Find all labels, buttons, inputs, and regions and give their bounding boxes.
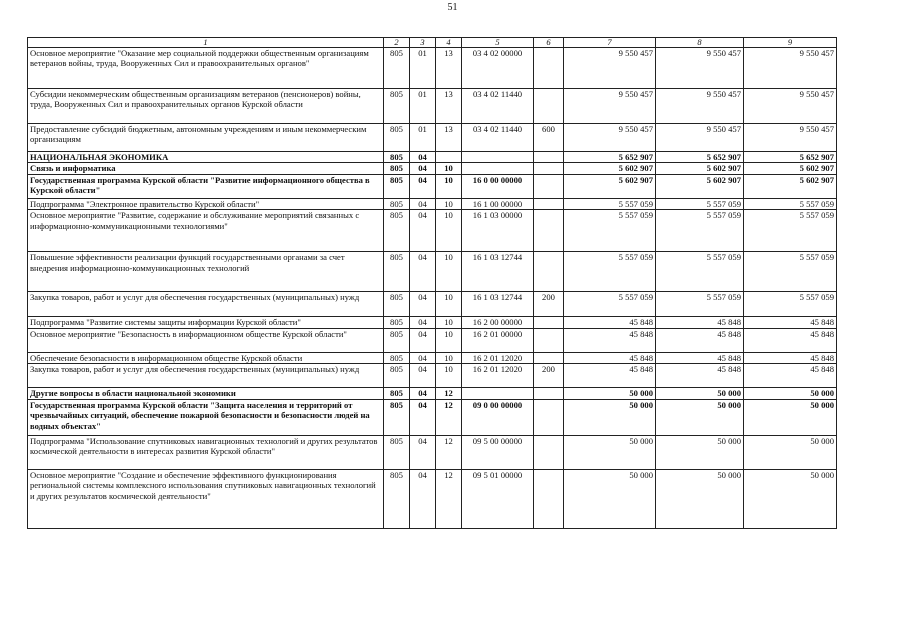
code-subsection: 10 [436,174,462,198]
amount-col-9: 45 848 [744,317,837,328]
code-expense-type [534,317,564,328]
code-section: 04 [410,210,436,252]
code-expense-type [534,89,564,124]
row-name: Подпрограмма "Использование спутниковых навигационных технологий и других результатов космической деятельности в интересах развития Курской области" [28,435,384,469]
table-row [28,399,837,435]
code-ved: 805 [384,388,410,399]
code-expense-type [534,352,564,363]
amount-col-7: 9 550 457 [564,48,656,89]
code-subsection: 10 [436,352,462,363]
page-number: 51 [447,2,458,13]
amount-col-8: 5 652 907 [656,152,744,163]
code-target: 16 2 01 00000 [462,328,534,352]
amount-col-7: 5 557 059 [564,252,656,292]
amount-col-8: 5 602 907 [656,163,744,174]
amount-col-9: 5 557 059 [744,210,837,252]
code-expense-type: 200 [534,364,564,388]
code-expense-type [534,174,564,198]
code-subsection: 12 [436,388,462,399]
row-name: Государственная программа Курской области "Защита населения и территорий от чрезвычайных ситуаций, обеспечение пожарной безопасности и безопасности людей на водных объектах" [28,399,384,435]
amount-col-7: 9 550 457 [564,89,656,124]
table-row [28,364,837,388]
row-name: Подпрограмма "Электронное правительство Курской области" [28,198,384,209]
code-subsection: 13 [436,124,462,152]
amount-col-7: 50 000 [564,388,656,399]
amount-col-7: 45 848 [564,364,656,388]
row-name: Другие вопросы в области национальной экономики [28,388,384,399]
code-section: 04 [410,317,436,328]
amount-col-7: 50 000 [564,435,656,469]
code-section: 01 [410,48,436,89]
code-expense-type [534,399,564,435]
table-row [28,210,837,252]
amount-col-9: 45 848 [744,364,837,388]
code-subsection: 13 [436,48,462,89]
code-subsection: 10 [436,317,462,328]
table-row [28,152,837,163]
amount-col-8: 5 557 059 [656,292,744,317]
table-row [28,198,837,209]
header-cell: 7 [564,38,656,48]
amount-col-7: 5 557 059 [564,292,656,317]
amount-col-8: 9 550 457 [656,124,744,152]
row-name: Повышение эффективности реализации функций государственными органами за счет внедрения информационно-коммуникационных технологий [28,252,384,292]
code-target: 16 1 03 12744 [462,292,534,317]
code-subsection: 12 [436,399,462,435]
code-ved: 805 [384,198,410,209]
code-subsection: 12 [436,469,462,528]
amount-col-7: 9 550 457 [564,124,656,152]
code-expense-type [534,388,564,399]
code-ved: 805 [384,352,410,363]
amount-col-9: 50 000 [744,435,837,469]
amount-col-8: 9 550 457 [656,89,744,124]
table-row [28,328,837,352]
code-expense-type [534,328,564,352]
table-row [28,435,837,469]
header-cell: 2 [384,38,410,48]
amount-col-8: 50 000 [656,469,744,528]
row-name: Основное мероприятие "Создание и обеспечение эффективного функционирования региональной системы комплексного использования спутниковых навигационных технологий и других результатов космической деятельности" [28,469,384,528]
code-target [462,163,534,174]
row-name: Подпрограмма "Развитие системы защиты информации Курской области" [28,317,384,328]
code-section: 04 [410,292,436,317]
code-target: 16 2 01 12020 [462,352,534,363]
amount-col-8: 5 557 059 [656,252,744,292]
code-expense-type [534,210,564,252]
code-subsection: 10 [436,292,462,317]
amount-col-8: 9 550 457 [656,48,744,89]
table-row [28,292,837,317]
table-row [28,48,837,89]
code-target: 16 2 01 12020 [462,364,534,388]
code-subsection: 10 [436,210,462,252]
code-ved: 805 [384,252,410,292]
amount-col-9: 9 550 457 [744,89,837,124]
header-cell: 4 [436,38,462,48]
table-row [28,89,837,124]
header-row [28,38,837,48]
code-expense-type: 200 [534,292,564,317]
code-expense-type [534,469,564,528]
code-expense-type [534,198,564,209]
row-name: Закупка товаров, работ и услуг для обеспечения государственных (муниципальных) нужд [28,292,384,317]
code-expense-type [534,48,564,89]
amount-col-8: 45 848 [656,328,744,352]
code-ved: 805 [384,152,410,163]
amount-col-8: 50 000 [656,399,744,435]
code-target: 03 4 02 11440 [462,124,534,152]
amount-col-7: 5 602 907 [564,174,656,198]
code-ved: 805 [384,163,410,174]
code-ved: 805 [384,399,410,435]
amount-col-7: 45 848 [564,352,656,363]
row-name: Субсидии некоммерческим общественным организациям ветеранов (пенсионеров) войны, труда, Вооруженных Сил и правоохранительных органов Курской области [28,89,384,124]
code-expense-type [534,252,564,292]
code-section: 04 [410,469,436,528]
header-cell: 9 [744,38,837,48]
table-row [28,388,837,399]
code-target: 03 4 02 00000 [462,48,534,89]
row-name: Обеспечение безопасности в информационном обществе Курской области [28,352,384,363]
amount-col-8: 45 848 [656,364,744,388]
code-expense-type [534,152,564,163]
code-section: 04 [410,163,436,174]
code-ved: 805 [384,210,410,252]
amount-col-9: 5 557 059 [744,292,837,317]
amount-col-9: 45 848 [744,328,837,352]
code-target [462,388,534,399]
code-section: 01 [410,89,436,124]
amount-col-9: 5 652 907 [744,152,837,163]
code-target: 09 5 00 00000 [462,435,534,469]
row-name: Основное мероприятие "Оказание мер социальной поддержки общественным организациям ветеранов войны, труда, Вооруженных Сил и правоохранительных органов" [28,48,384,89]
code-target: 03 4 02 11440 [462,89,534,124]
row-name: Предоставление субсидий бюджетным, автономным учреждениям и иным некоммерческим организациям [28,124,384,152]
amount-col-9: 45 848 [744,352,837,363]
code-ved: 805 [384,292,410,317]
amount-col-7: 5 557 059 [564,210,656,252]
amount-col-8: 50 000 [656,435,744,469]
table-row [28,163,837,174]
code-section: 04 [410,364,436,388]
code-target: 16 2 00 00000 [462,317,534,328]
amount-col-8: 45 848 [656,352,744,363]
row-name: Закупка товаров, работ и услуг для обеспечения государственных (муниципальных) нужд [28,364,384,388]
code-target: 16 1 03 12744 [462,252,534,292]
code-target: 16 0 00 00000 [462,174,534,198]
amount-col-7: 50 000 [564,399,656,435]
code-subsection: 13 [436,89,462,124]
table-row [28,124,837,152]
table-row [28,317,837,328]
code-expense-type: 600 [534,124,564,152]
amount-col-9: 50 000 [744,388,837,399]
code-subsection: 10 [436,163,462,174]
code-section: 04 [410,198,436,209]
table-row [28,352,837,363]
code-subsection: 10 [436,364,462,388]
code-subsection: 10 [436,252,462,292]
code-ved: 805 [384,469,410,528]
code-subsection: 10 [436,198,462,209]
amount-col-8: 45 848 [656,317,744,328]
code-target: 16 1 00 00000 [462,198,534,209]
code-subsection: 10 [436,328,462,352]
code-target: 09 0 00 00000 [462,399,534,435]
code-ved: 805 [384,364,410,388]
amount-col-9: 5 557 059 [744,198,837,209]
code-section: 04 [410,388,436,399]
amount-col-7: 5 652 907 [564,152,656,163]
code-ved: 805 [384,317,410,328]
code-section: 04 [410,328,436,352]
code-target [462,152,534,163]
code-section: 04 [410,174,436,198]
code-section: 04 [410,252,436,292]
amount-col-9: 50 000 [744,399,837,435]
code-target: 16 1 03 00000 [462,210,534,252]
row-name: НАЦИОНАЛЬНАЯ ЭКОНОМИКА [28,152,384,163]
code-subsection: 12 [436,435,462,469]
amount-col-9: 9 550 457 [744,124,837,152]
code-ved: 805 [384,48,410,89]
code-section: 01 [410,124,436,152]
amount-col-7: 50 000 [564,469,656,528]
amount-col-8: 50 000 [656,388,744,399]
row-name: Связь и информатика [28,163,384,174]
amount-col-9: 5 602 907 [744,163,837,174]
row-name: Основное мероприятие "Безопасность в информационном обществе Курской области" [28,328,384,352]
table-row [28,174,837,198]
amount-col-9: 5 557 059 [744,252,837,292]
code-section: 04 [410,435,436,469]
code-section: 04 [410,152,436,163]
amount-col-7: 45 848 [564,317,656,328]
amount-col-9: 9 550 457 [744,48,837,89]
header-cell: 3 [410,38,436,48]
code-expense-type [534,435,564,469]
header-cell: 8 [656,38,744,48]
code-ved: 805 [384,435,410,469]
table-row [28,252,837,292]
header-cell: 5 [462,38,534,48]
amount-col-7: 5 602 907 [564,163,656,174]
code-ved: 805 [384,124,410,152]
code-ved: 805 [384,89,410,124]
code-ved: 805 [384,174,410,198]
code-expense-type [534,163,564,174]
row-name: Основное мероприятие "Развитие, содержание и обслуживание мероприятий связанных с информационно-коммуникационными технологиями" [28,210,384,252]
row-name: Государственная программа Курской области "Развитие информационного общества в Курской области" [28,174,384,198]
amount-col-7: 45 848 [564,328,656,352]
amount-col-9: 50 000 [744,469,837,528]
amount-col-7: 5 557 059 [564,198,656,209]
code-section: 04 [410,399,436,435]
code-ved: 805 [384,328,410,352]
code-subsection [436,152,462,163]
code-section: 04 [410,352,436,363]
budget-table [27,37,837,529]
code-target: 09 5 01 00000 [462,469,534,528]
amount-col-8: 5 557 059 [656,198,744,209]
amount-col-9: 5 602 907 [744,174,837,198]
amount-col-8: 5 602 907 [656,174,744,198]
table-row [28,469,837,528]
header-cell: 1 [28,38,384,48]
header-cell: 6 [534,38,564,48]
amount-col-8: 5 557 059 [656,210,744,252]
